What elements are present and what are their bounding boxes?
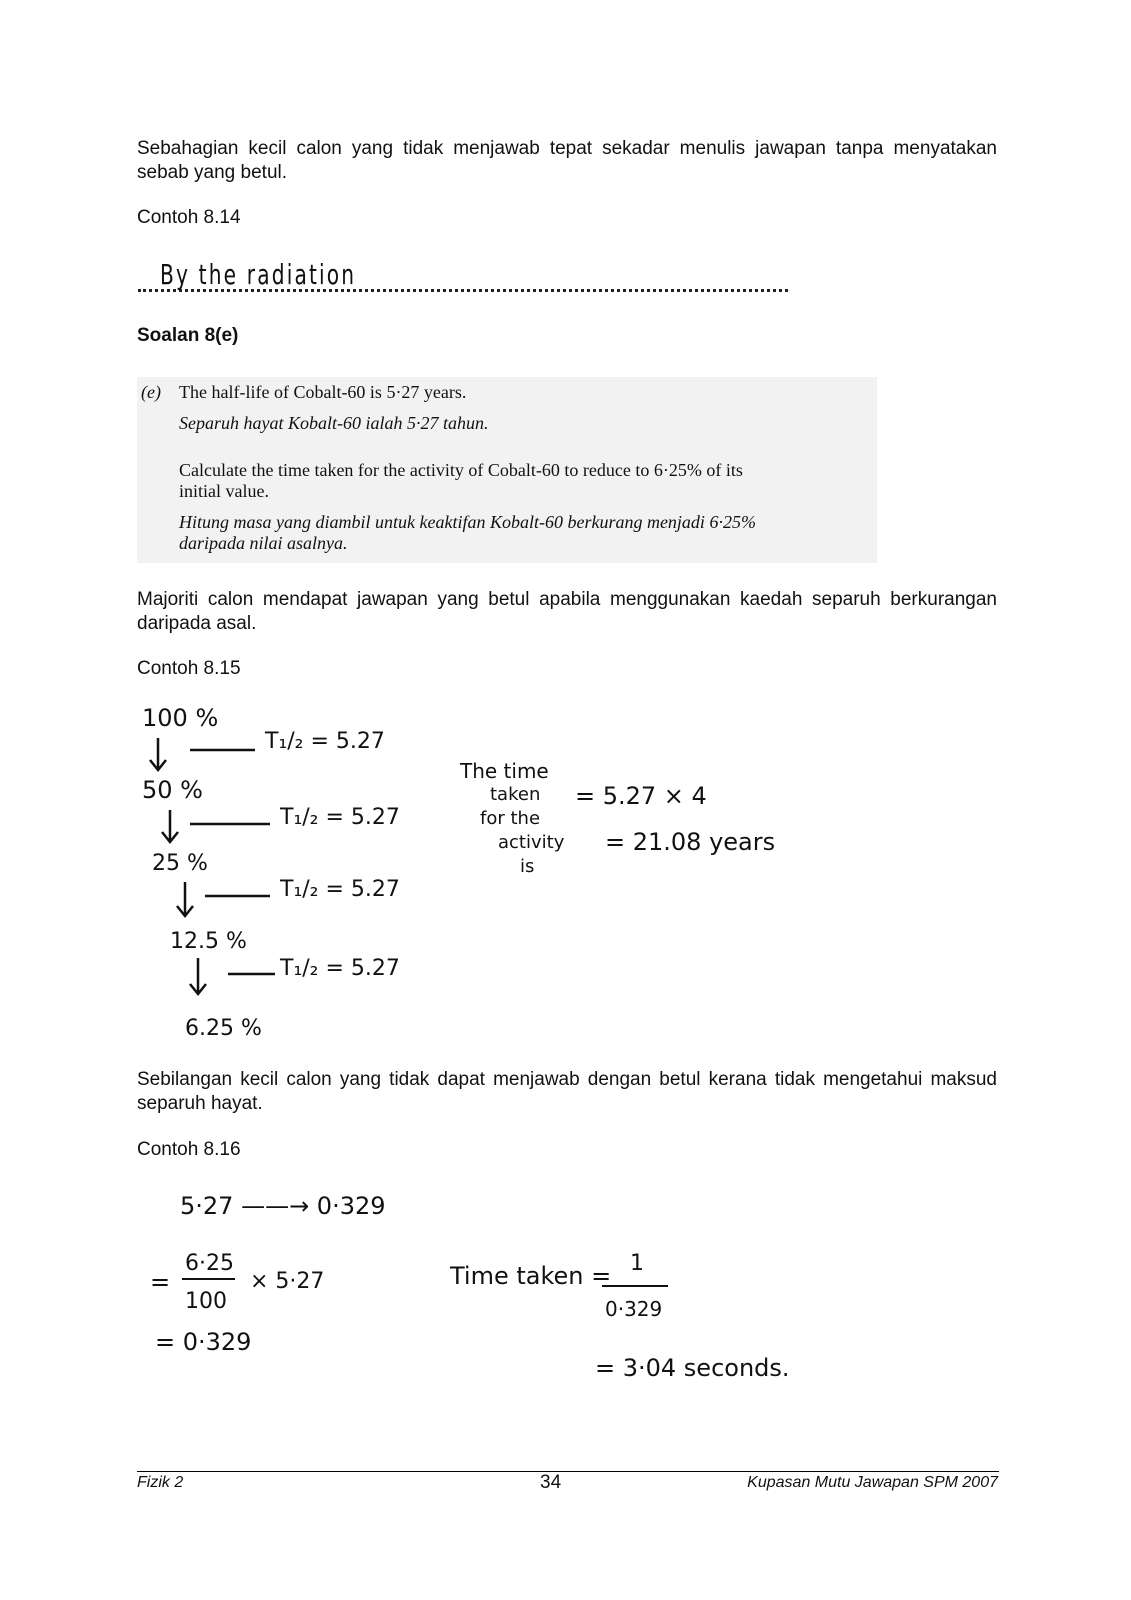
ex816-frac-den: 100 — [185, 1289, 227, 1314]
ex816-line1: 5·27 ——→ 0·329 — [180, 1192, 386, 1220]
halflife-1: T₁/₂ = 5.27 — [265, 729, 385, 754]
answer-label-line5: is — [520, 856, 535, 877]
footer-publication: Kupasan Mutu Jawapan SPM 2007 — [747, 1474, 998, 1491]
ex816-time-taken: Time taken = — [450, 1262, 612, 1290]
ex816-tt-num: 1 — [630, 1251, 644, 1276]
paragraph-minority: Sebilangan kecil calon yang tidak dapat menjawab dengan betul kerana tidak mengetahui maksud separuh hayat. — [137, 1069, 997, 1114]
question-line2-en-b: initial value. — [179, 481, 269, 501]
question-line1-en: The half-life of Cobalt-60 is 5·27 years. — [179, 382, 467, 402]
example-816-label: Contoh 8.16 — [137, 1139, 241, 1160]
question-box — [137, 377, 877, 563]
step-50: 50 % — [142, 776, 203, 804]
answer-label-line3: for the — [480, 808, 541, 829]
example-815-working — [130, 700, 850, 1065]
paragraph-majority: Majoriti calon mendapat jawapan yang betul apabila menggunakan kaedah separuh berkurangan daripada asal. — [137, 589, 997, 634]
example-814-handwriting: By the radiation — [160, 258, 357, 291]
step-25: 25 % — [152, 851, 208, 876]
answer-label-line2: taken — [490, 784, 541, 805]
example-815-label: Contoh 8.15 — [137, 658, 241, 679]
ex816-times: × 5·27 — [250, 1269, 325, 1294]
footer-rule — [137, 1471, 999, 1472]
step-12-5: 12.5 % — [170, 929, 247, 954]
footer-page-number: 34 — [540, 1472, 562, 1493]
halflife-2: T₁/₂ = 5.27 — [280, 805, 400, 830]
ex816-result1: = 0·329 — [155, 1328, 252, 1356]
ex816-tt-den: 0·329 — [605, 1297, 663, 1321]
answer-label-line1: The time — [460, 759, 549, 783]
footer-subject: Fizik 2 — [137, 1474, 184, 1491]
halflife-4: T₁/₂ = 5.27 — [280, 956, 400, 981]
question-line2-en-a: Calculate the time taken for the activity of Cobalt-60 to reduce to 6·25% of its — [179, 460, 743, 480]
question-marker: (e) — [141, 382, 161, 402]
halflife-3: T₁/₂ = 5.27 — [280, 877, 400, 902]
ex816-tt-result: = 3·04 seconds. — [595, 1354, 790, 1382]
question-heading: Soalan 8(e) — [137, 325, 239, 346]
question-line2-ms-b: daripada nilai asalnya. — [179, 533, 348, 553]
example-814-label: Contoh 8.14 — [137, 207, 241, 228]
answer-eq2: = 21.08 years — [605, 828, 776, 856]
ex816-frac-num: 6·25 — [185, 1251, 234, 1276]
example-816-working — [140, 1180, 840, 1410]
ex816-eq-prefix: = — [150, 1268, 171, 1296]
answer-label-line4: activity — [498, 832, 565, 853]
step-100: 100 % — [142, 704, 219, 732]
paragraph-intro: Sebahagian kecil calon yang tidak menjawab tepat sekadar menulis jawapan tanpa menyatakan sebab yang betul. — [137, 138, 997, 183]
question-line1-ms: Separuh hayat Kobalt-60 ialah 5·27 tahun. — [179, 413, 489, 433]
question-line2-ms-a: Hitung masa yang diambil untuk keaktifan Kobalt-60 berkurang menjadi 6·25% — [179, 512, 756, 532]
example-814-answer-line — [138, 258, 788, 292]
step-6-25: 6.25 % — [185, 1016, 262, 1041]
answer-eq1: = 5.27 × 4 — [575, 782, 707, 810]
